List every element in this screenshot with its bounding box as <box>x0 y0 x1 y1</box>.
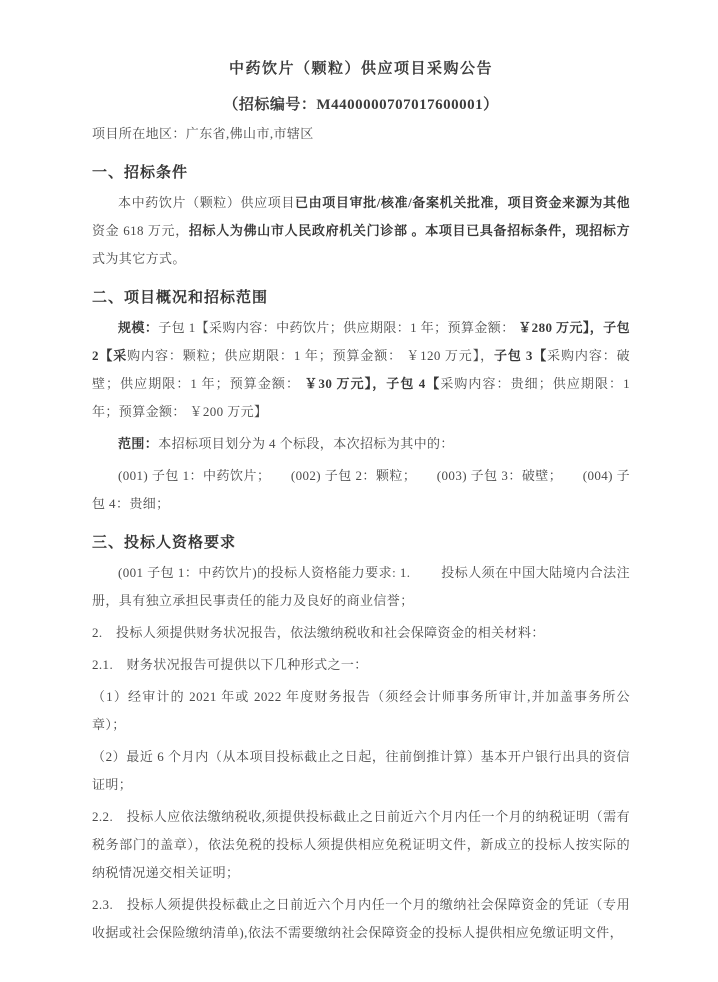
tender-number-subtitle: （招标编号：M4400000707017600001） <box>223 97 499 113</box>
document-title: 中药饮片（颗粒）供应项目采购公告 <box>228 61 493 77</box>
lots-list-paragraph: (001) 子包 1：中药饮片； (002) 子包 2：颗粒； (003) 子包 3：破壁； (004) 子包 4：贵细； <box>92 468 630 511</box>
requirement-paragraph: (001 子包 1：中药饮片)的投标人资格能力要求: 1. 投标人须在中国大陆境内合法注册，具有独立承担民事责任的能力及良好的商业信誉； <box>92 565 630 608</box>
text-run: 本中药饮片（颗粒）供应项目 <box>118 195 295 210</box>
section-2-heading: 二、项目概况和招标范围 <box>92 290 269 306</box>
text-run: 资金 618 万元， <box>92 223 189 238</box>
bold-text-run: 招标人为佛山市人民政府机关门诊部 。本项目已具备招标条件，现招标方 <box>188 223 630 238</box>
bold-text-run: 子包 3【 <box>493 348 548 363</box>
requirement-paragraph: （1）经审计的 2021 年或 2022 年度财务报告（须经会计师事务所审计,并加盖事务所公章）； <box>92 689 630 732</box>
text-run: 子包 1【采购内容：中药饮片；供应期限：1 年；预算金额： <box>158 320 519 335</box>
scope-paragraph <box>92 430 630 458</box>
section-1-paragraph <box>92 189 630 273</box>
requirement-paragraph: 2.1. 财务状况报告可提供以下几种形式之一： <box>92 657 368 672</box>
requirement-paragraph: 2.3. 投标人须提供投标截止之日前近六个月内任一个月的缴纳社会保障资金的凭证（专用收据或社会保险缴纳清单),依法不需要缴纳社会保障资金的投标人提供相应免缴证明文件， <box>92 897 630 940</box>
bold-text-run: 规模： <box>118 320 159 335</box>
text-run: 购内容：颗粒；供应期限：1 年；预算金额： ￥120 万元】， <box>127 348 494 363</box>
requirement-paragraph: （2）最近 6 个月内（从本项目投标截止之日起，往前倒推计算）基本开户银行出具的资信证明； <box>92 749 630 792</box>
section-1-heading: 一、招标条件 <box>92 165 189 181</box>
section-3-heading: 三、投标人资格要求 <box>92 535 237 551</box>
bold-text-run: ￥280 万元】，子包 2【采 <box>92 320 630 363</box>
bold-text-run: 范围： <box>118 436 159 451</box>
requirements-container <box>92 559 630 947</box>
requirement-paragraph: 2.2. 投标人应依法缴纳税收,须提供投标截止之日前近六个月内任一个月的纳税证明（需有税务部门的盖章），依法免税的投标人须提供相应免税证明文件，新成立的投标人按实际的纳税情况递交相关证明； <box>92 809 630 880</box>
text-run: 采购内容：破壁；供应期限：1 年；预算金额： <box>92 348 630 391</box>
text-run: 式为其它方式。 <box>92 251 186 266</box>
bold-text-run: 已由项目审批/核准/备案机关批准，项目资金来源为其他 <box>295 195 631 210</box>
bold-text-run: ￥30 万元】，子包 4【 <box>304 376 441 391</box>
text-run: 采购内容：贵细；供应期限：1 年；预算金额： ￥200 万元】 <box>92 376 630 419</box>
project-location-line: 项目所在地区：广东省,佛山市,市辖区 <box>92 126 314 141</box>
scale-paragraph <box>92 314 630 426</box>
text-run: 本招标项目划分为 4 个标段，本次招标为其中的： <box>158 436 454 451</box>
requirement-paragraph: 2. 投标人须提供财务状况报告，依法缴纳税收和社会保障资金的相关材料： <box>92 625 545 640</box>
